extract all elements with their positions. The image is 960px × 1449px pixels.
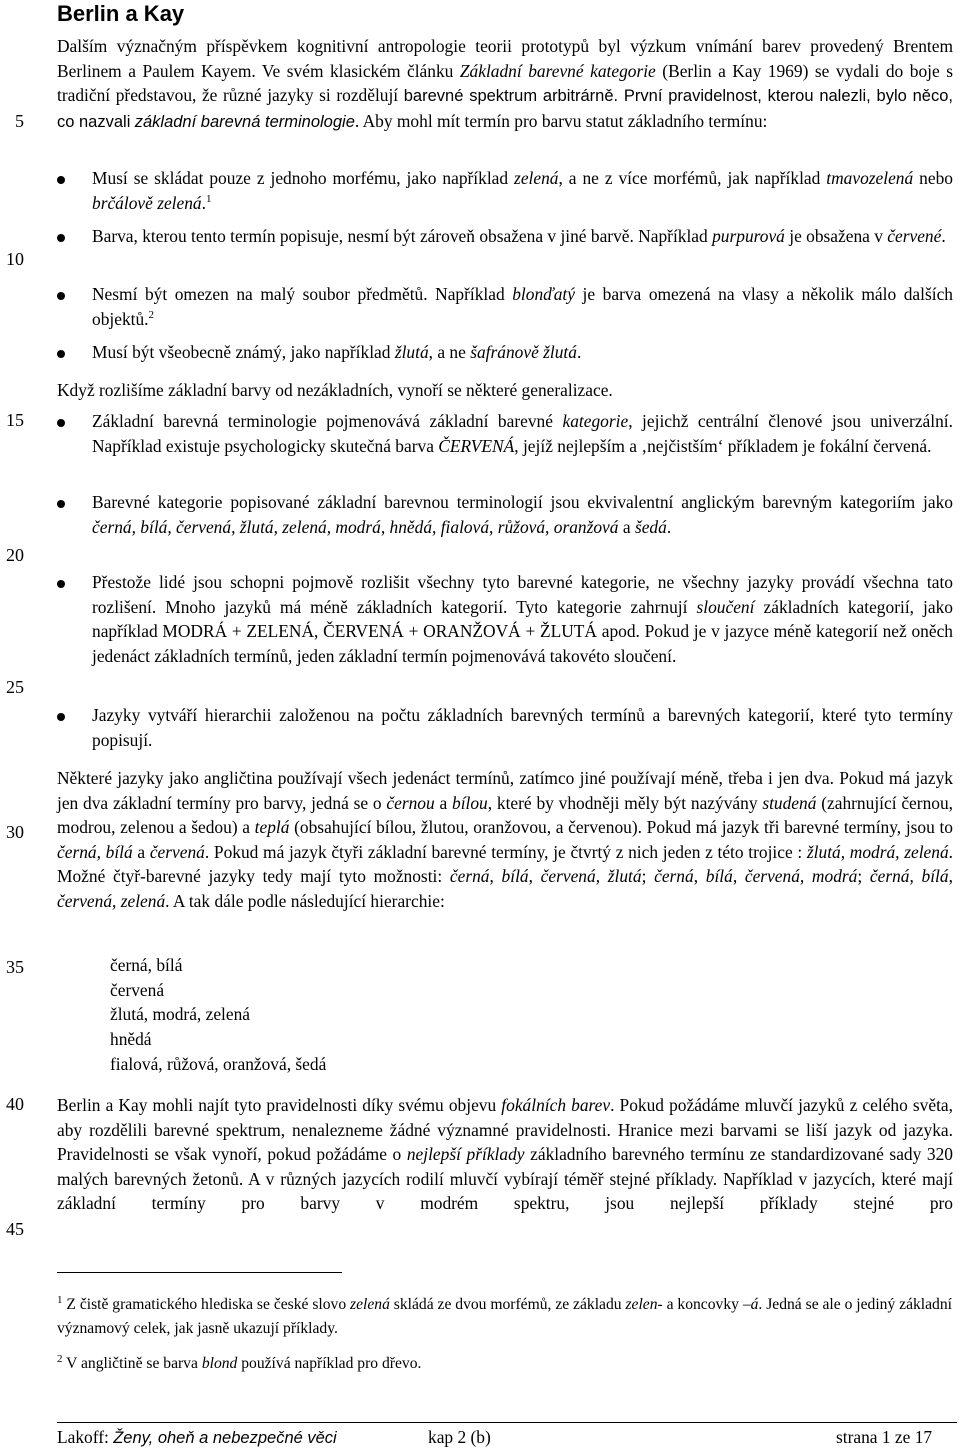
hierarchy-level: hnědá [110, 1029, 152, 1050]
bullet-marker [57, 176, 65, 184]
color-hierarchy [110, 953, 326, 1077]
line-number: 25 [6, 677, 24, 697]
section-heading: Berlin a Kay [57, 1, 185, 26]
text-run: fokálních barev [501, 1095, 611, 1115]
text-run: , [693, 866, 706, 887]
generalization-item: Jazyky vytváří hierarchii založenou na počtu základních barevných termínů a barevných kategorií, které tyto termíny popisují. [92, 705, 953, 750]
generalization-item: Základní barevná terminologie pojmenovává základní barevné kategorie, jejichž centrální členové jsou univerzální. Například existuje psychologicky skutečná barva ČERVENÁ, jejíž nejlepším a ‚nejčistším‘ příkladem je fokální červená. [92, 411, 953, 456]
text-run: černá [449, 866, 490, 887]
text-run: Berlin a Kay mohli najít tyto pravidelnosti díky svému objevu [57, 1095, 502, 1115]
line-number: 5 [15, 111, 24, 131]
text-run: červená [149, 841, 205, 862]
line-number: 35 [6, 957, 24, 977]
text-run: černá [654, 866, 694, 887]
criteria-item: Barva, kterou tento termín popisuje, nesmí být zároveň obsažena v jiné barvě. Například purpurová je obsažena v červené. [92, 226, 946, 246]
criteria-item: Musí se skládat pouze z jednoho morfému, jako například zelená, a ne z více morfémů, jak například tmavozelená nebo brčálově zelená.$^1$ [92, 168, 953, 213]
text-run: . Možné čtyř-barevné jazyky tedy mají tyto možnosti: [57, 841, 954, 887]
languages-paragraph [57, 766, 953, 914]
text-run: studená [762, 792, 817, 813]
text-run: bílá [501, 866, 529, 887]
text-run: základního barevného termínu ze standardizované sady 320 malých barevných žetonů. A v různých jazycích rodilí mluvčí vybírají téměř stejné příklady. Například v jazycích, které mají základní termíny pro barvy v modrém spektru, jsou nejlepší příklady stejné pro [57, 1144, 953, 1214]
footer-page-number: strana 1 ze 17 [836, 1427, 933, 1447]
text-run: červená, žlutá [540, 866, 642, 887]
text-run: černá, bílá [57, 841, 133, 862]
text-run: žlutá, modrá, zelená [806, 841, 949, 862]
footnote: $^2$ V angličtině se barva blond používá například pro dřevo. [57, 1352, 422, 1372]
text-run: , [948, 866, 953, 887]
text-run: červená, zelená [57, 890, 166, 911]
line-number: 20 [6, 545, 24, 565]
footnote-number: 1 [57, 1293, 63, 1306]
text-run: ; [641, 866, 655, 887]
text-run: . A tak dále podle následující hierarchie: [165, 890, 445, 911]
text-run: a [434, 792, 452, 813]
generalization-item: Barevné kategorie popisované základní barevnou terminologií jsou ekvivalentní anglickým barevným kategoriím jako černá, bílá, červená, žlutá, zelená, modrá, hnědá, fialová, růžová, oranžová a šedá. [92, 492, 953, 537]
generalization-intro: Když rozlišíme základní barvy od nezákladních, vynoří se některé generalizace. [57, 380, 613, 400]
line-number: 40 [6, 1094, 24, 1114]
criteria-item: Nesmí být omezen na malý soubor předmětů. Například blonďatý je barva omezená na vlasy a několik málo dalších objektů.$^2$ [92, 284, 953, 329]
text-run: (obsahující bílou, žlutou, oranžovou, a červenou). Pokud má jazyk tři barevné termíny, jsou to [289, 817, 954, 838]
text-run: nejlepší příklady [406, 1144, 525, 1165]
hierarchy-level: žlutá, modrá, zelená [110, 1004, 251, 1025]
bullet-marker [57, 500, 65, 508]
footer-title [57, 1426, 337, 1449]
footer-book-title: Ženy, oheň a nebezpečné věci [113, 1429, 337, 1447]
bullet-marker [57, 234, 65, 242]
text-run: černou [386, 792, 435, 813]
footer-author: Lakoff: [57, 1427, 109, 1447]
text-run: a [132, 841, 150, 862]
footer-chapter: kap 2 (b) [428, 1427, 491, 1447]
footnote-ref: 1 [205, 192, 212, 205]
text-run: , které by vhodněji měly být nazývány [487, 792, 763, 813]
bullet-marker [57, 419, 65, 427]
criteria-item: Musí být všeobecně známý, jako například žlutá, a ne šafránově žlutá. [92, 342, 582, 362]
text-run: bílou [452, 792, 488, 813]
footer-separator [57, 1422, 957, 1423]
text-run: ; [857, 866, 870, 887]
text-run: teplá [254, 817, 290, 838]
hierarchy-level: fialová, růžová, oranžová, šedá [110, 1053, 327, 1074]
intro-paragraph: Dalším význačným příspěvkem kognitivní antropologie teorii prototypů byl výzkum vnímání barev provedený Brentem Berlinem a Paulem Kayem. Ve svém klasickém článku Základní barevné kategorie (Berlin a Kay 1969) se vydali do boje s tradiční představou, že různé jazyky si rozdělují barevné spektrum arbitrárně. První pravidelnost, kterou nalezli, bylo něco, co nazvali základní barevná terminologie. Aby mohl mít termín pro barvu statut základního termínu: [57, 36, 953, 131]
text-run: bílá [705, 866, 733, 887]
hierarchy-level: červená [110, 979, 165, 1000]
text-run: (zahrnující černou, modrou, zelenou a šedou) a [57, 792, 953, 838]
footnote-number: 2 [57, 1352, 63, 1365]
bullet-marker [57, 713, 65, 721]
line-number: 45 [6, 1219, 24, 1239]
footnote-separator [57, 1272, 342, 1273]
footnote-ref: 2 [148, 308, 155, 321]
line-number: 10 [6, 249, 24, 269]
bullet-marker [57, 580, 65, 588]
text-run: černá, bílá [869, 866, 949, 887]
text-run: . Pokud má jazyk čtyři základní barevné termíny, je čtvrtý z nich jeden z této trojice : [204, 841, 807, 862]
text-run: . Pokud požádáme mluvčí jazyků z celého světa, aby rozdělili barevné spektrum, nenalezneme žádné významné pravidelnosti. Hranice mezi barvami se liší jazyk od jazyka. Pravidelnosti se však vynoří, pokud požádáme o [57, 1095, 953, 1165]
bullet-marker [57, 292, 65, 300]
line-number: 30 [6, 822, 24, 842]
text-run: , [489, 866, 502, 887]
text-run: červená, modrá [744, 866, 858, 887]
generalization-item: Přestože lidé jsou schopni pojmově rozlišit všechny tyto barevné kategorie, ne všechny jazyky provádí všechna tato rozlišení. Mnoho jazyků má méně základních kategorií. Tyto kategorie zahrnují sloučení základních kategorií, jako například MODRÁ + ZELENÁ, ČERVENÁ + ORANŽOVÁ + ŽLUTÁ apod. Pokud je v jazyce méně kategorií než oněch jedenáct základních termínů, jeden základní termín pojmenovává takovéto sloučení. [92, 572, 953, 666]
footnote: $^1$ Z čistě gramatického hlediska se české slovo zelená skládá ze dvou morfémů, ze základu zelen- a koncovky –á. Jedná se ale o jediný základní významový celek, jak jasně ukazují příklady. [57, 1293, 952, 1337]
hierarchy-level: černá, bílá [110, 955, 183, 975]
text-run: , [528, 866, 541, 887]
text-run: Některé jazyky jako angličtina používají všech jedenáct termínů, zatímco jiné používají méně, třeba i jen dva. Pokud má jazyk jen dva základní termíny pro barvy, jedná se o [57, 768, 953, 813]
bullet-marker [57, 350, 65, 358]
line-number: 15 [6, 410, 24, 430]
focal-colors-paragraph [57, 1093, 953, 1216]
text-run: , [732, 866, 745, 887]
